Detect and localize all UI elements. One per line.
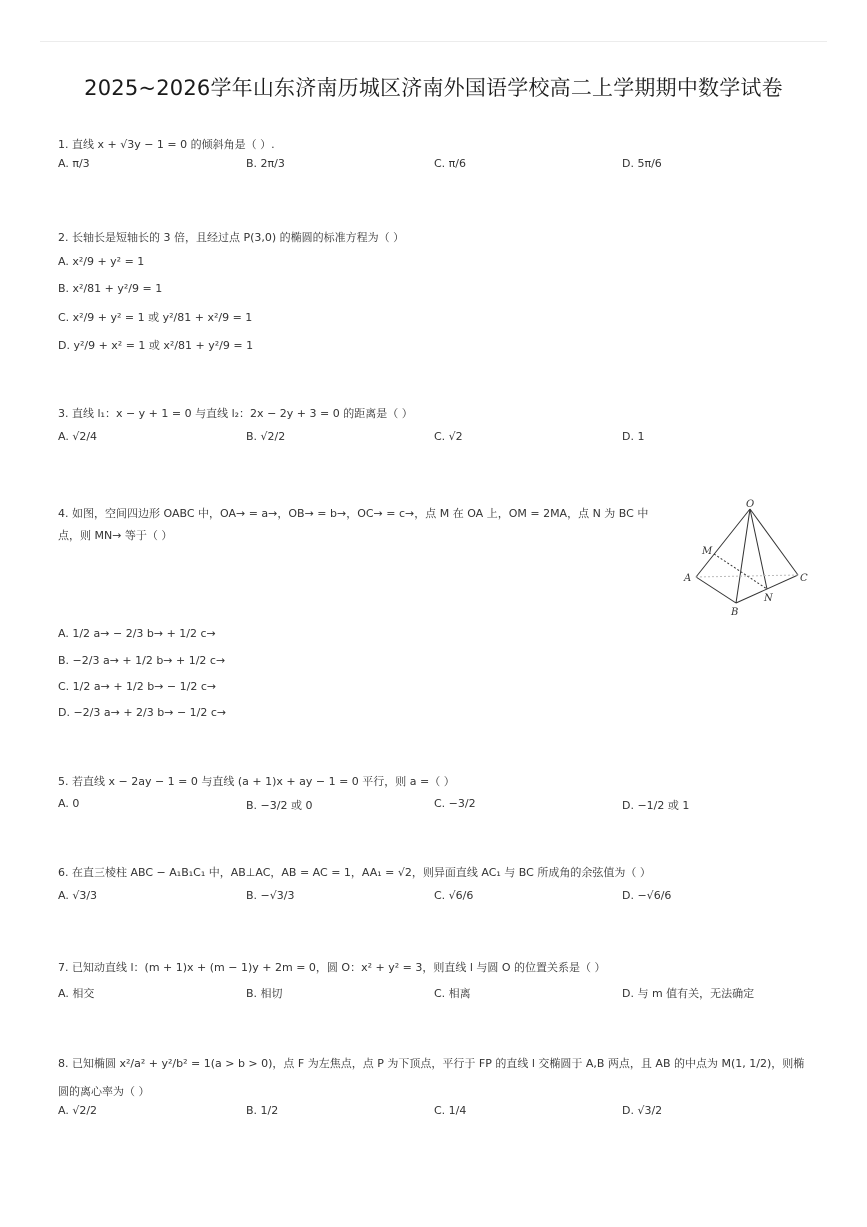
q7-option-a[interactable]: A. 相交 [58,987,95,1000]
q7-option-d[interactable]: D. 与 m 值有关，无法确定 [622,987,755,1000]
q7-option-b[interactable]: B. 相切 [246,987,283,1000]
question-7-stem: 7. 已知动直线 l：(m + 1)x + (m − 1)y + 2m = 0，圆 O：x² + y² = 3，则直线 l 与圆 O 的位置关系是（ ） [58,961,606,974]
q8-option-d[interactable]: D. √3/2 [622,1104,663,1117]
q8-option-c[interactable]: C. 1/4 [434,1104,467,1117]
q3-option-b[interactable]: B. √2/2 [246,430,286,443]
q4-option-a[interactable]: A. 1/2 a→ − 2/3 b→ + 1/2 c→ [58,627,216,640]
question-5-stem: 5. 若直线 x − 2ay − 1 = 0 与直线 (a + 1)x + ay − 1 = 0 平行，则 a =（ ） [58,775,455,788]
label-o: O [746,499,755,510]
q6-option-a[interactable]: A. √3/3 [58,889,98,902]
q2-option-a[interactable]: A. x²/9 + y² = 1 [58,255,145,268]
label-m: M [702,546,713,557]
header-divider [40,41,827,42]
page-title: 2025~2026学年山东济南历城区济南外国语学校高二上学期期中数学试卷 [84,76,783,100]
question-2-stem: 2. 长轴长是短轴长的 3 倍，且经过点 P(3,0) 的椭圆的标准方程为（ ） [58,231,405,244]
label-c: C [800,573,808,584]
q3-option-a[interactable]: A. √2/4 [58,430,98,443]
label-a: A [684,573,692,584]
q5-option-c[interactable]: C. −3/2 [434,797,476,810]
q1-option-b[interactable]: B. 2π/3 [246,157,285,170]
q6-option-c[interactable]: C. √6/6 [434,889,474,902]
q4-option-b[interactable]: B. −2/3 a→ + 1/2 b→ + 1/2 c→ [58,654,226,667]
question-3-stem: 3. 直线 l₁：x − y + 1 = 0 与直线 l₂：2x − 2y + 3 = 0 的距离是（ ） [58,407,413,420]
question-8-stem: 8. 已知椭圆 x²/a² + y²/b² = 1(a > b > 0)，点 F 为左焦点，点 P 为下顶点，平行于 FP 的直线 l 交椭圆于 A,B 两点，且 AB 的中点为 M(1, 1/2)，则椭圆的离心率为（ ） [58,1057,805,1098]
q1-option-c[interactable]: C. π/6 [434,157,467,170]
tetrahedron-figure [682,497,812,617]
q7-option-c[interactable]: C. 相离 [434,987,471,1000]
question-1-stem: 1. 直线 x + √3y − 1 = 0 的倾斜角是（ ）. [58,138,275,151]
q2-option-c[interactable]: C. x²/9 + y² = 1 或 y²/81 + x²/9 = 1 [58,311,253,324]
q6-option-d[interactable]: D. −√6/6 [622,889,672,902]
q5-option-a[interactable]: A. 0 [58,797,80,810]
q1-option-a[interactable]: A. π/3 [58,157,90,170]
q6-option-b[interactable]: B. −√3/3 [246,889,295,902]
q4-option-d[interactable]: D. −2/3 a→ + 2/3 b→ − 1/2 c→ [58,706,227,719]
q5-option-b[interactable]: B. −3/2 或 0 [246,799,313,812]
q3-option-c[interactable]: C. √2 [434,430,463,443]
q8-option-a[interactable]: A. √2/2 [58,1104,98,1117]
q2-option-d[interactable]: D. y²/9 + x² = 1 或 x²/81 + y²/9 = 1 [58,339,254,352]
label-n: N [764,593,773,604]
q4-option-c[interactable]: C. 1/2 a→ + 1/2 b→ − 1/2 c→ [58,680,217,693]
question-6-stem: 6. 在直三棱柱 ABC − A₁B₁C₁ 中，AB⊥AC，AB = AC = 1，AA₁ = √2，则异面直线 AC₁ 与 BC 所成角的余弦值为（ ） [58,866,651,879]
q2-option-b[interactable]: B. x²/81 + y²/9 = 1 [58,282,163,295]
q5-option-d[interactable]: D. −1/2 或 1 [622,799,690,812]
label-b: B [731,607,739,617]
q1-option-d[interactable]: D. 5π/6 [622,157,662,170]
q8-option-b[interactable]: B. 1/2 [246,1104,279,1117]
q3-option-d[interactable]: D. 1 [622,430,645,443]
question-4-stem: 4. 如图，空间四边形 OABC 中，OA→ = a→，OB→ = b→，OC→ = c→，点 M 在 OA 上，OM = 2MA，点 N 为 BC 中点，则 MN→ 等于（ ） [58,507,649,542]
